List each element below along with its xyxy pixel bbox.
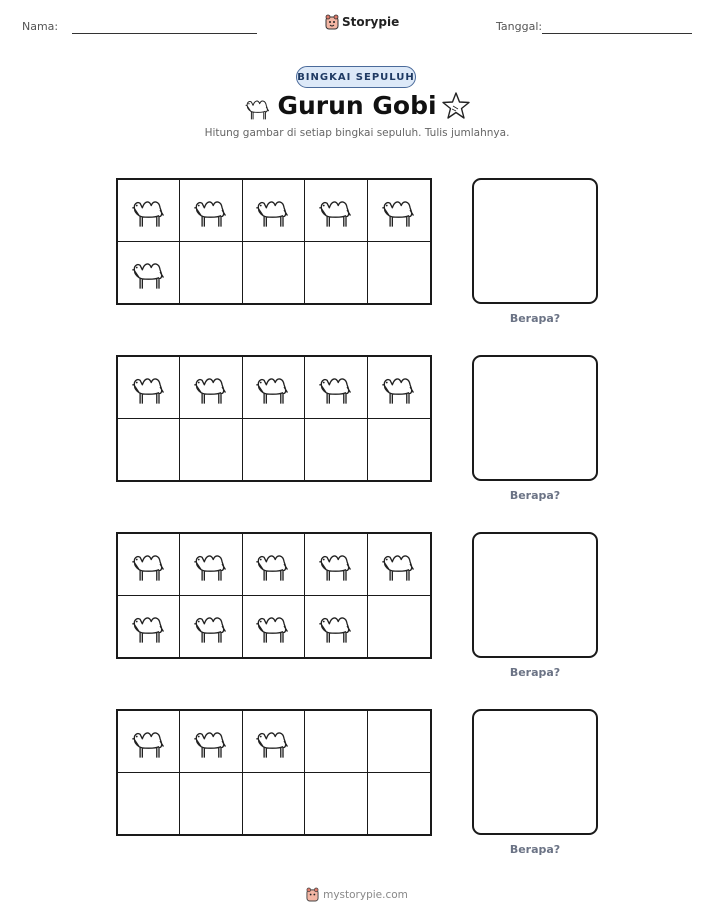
camel-icon	[129, 252, 169, 292]
page-title: Gurun Gobi	[277, 91, 437, 120]
answer-prompt-3: Berapa?	[509, 666, 561, 679]
camel-icon	[253, 721, 293, 761]
frame-cell	[118, 596, 180, 658]
frame-cell	[368, 711, 430, 773]
answer-box-3[interactable]	[472, 532, 598, 658]
brand-logo	[325, 14, 399, 30]
frame-cell	[180, 711, 242, 773]
camel-icon	[379, 190, 419, 230]
camel-icon	[316, 606, 356, 646]
footer	[0, 887, 714, 902]
name-label: Nama:	[22, 20, 59, 33]
camel-icon	[191, 544, 231, 584]
frame-cell	[305, 357, 367, 419]
frame-cell	[118, 242, 180, 304]
camel-icon	[191, 606, 231, 646]
answer-prompt-1: Berapa?	[509, 312, 561, 325]
frame-cell	[118, 773, 180, 835]
frame-cell	[180, 596, 242, 658]
answer-box-4[interactable]	[472, 709, 598, 835]
storypie-mascot-icon	[306, 887, 319, 902]
date-line[interactable]	[542, 33, 692, 34]
answer-box-1[interactable]	[472, 178, 598, 304]
frame-cell	[368, 180, 430, 242]
frame-cell	[180, 773, 242, 835]
frame-cell	[243, 711, 305, 773]
brand-name: Storypie	[342, 15, 400, 29]
ten-frame-2	[116, 355, 432, 482]
frame-cell	[243, 534, 305, 596]
name-line[interactable]	[72, 33, 257, 34]
frame-cell	[243, 596, 305, 658]
worksheet-type-badge: BINGKAI SEPULUH	[296, 66, 416, 88]
answer-box-2[interactable]	[472, 355, 598, 481]
frame-cell	[118, 419, 180, 481]
frame-cell	[118, 711, 180, 773]
camel-icon	[253, 367, 293, 407]
frame-cell	[118, 534, 180, 596]
frame-cell	[243, 242, 305, 304]
frame-cell	[368, 419, 430, 481]
frame-cell	[305, 711, 367, 773]
frame-cell	[243, 357, 305, 419]
frame-cell	[368, 242, 430, 304]
camel-icon	[191, 367, 231, 407]
camel-icon	[129, 606, 169, 646]
date-label: Tanggal:	[496, 20, 543, 33]
camel-icon	[129, 544, 169, 584]
frame-cell	[368, 534, 430, 596]
ten-frame-4	[116, 709, 432, 836]
camel-icon	[379, 367, 419, 407]
camel-icon	[253, 544, 293, 584]
frame-cell	[243, 419, 305, 481]
frame-cell	[305, 180, 367, 242]
frame-cell	[368, 357, 430, 419]
frame-cell	[305, 419, 367, 481]
frame-cell	[243, 180, 305, 242]
camel-icon	[316, 190, 356, 230]
camel-icon	[379, 544, 419, 584]
frame-cell	[180, 419, 242, 481]
ten-frame-1	[116, 178, 432, 305]
camel-icon	[316, 544, 356, 584]
frame-cell	[118, 357, 180, 419]
frame-cell	[305, 534, 367, 596]
answer-prompt-2: Berapa?	[509, 489, 561, 502]
frame-cell	[305, 773, 367, 835]
camel-icon	[253, 190, 293, 230]
footer-url: mystorypie.com	[323, 888, 408, 901]
camel-icon	[129, 721, 169, 761]
frame-cell	[118, 180, 180, 242]
answer-prompt-4: Berapa?	[509, 843, 561, 856]
instructions: Hitung gambar di setiap bingkai sepuluh. Tulis jumlahnya.	[204, 127, 510, 139]
frame-cell	[180, 180, 242, 242]
frame-cell	[243, 773, 305, 835]
frame-cell	[305, 596, 367, 658]
frame-cell	[368, 596, 430, 658]
frame-cell	[180, 242, 242, 304]
frame-cell	[305, 242, 367, 304]
camel-icon	[191, 721, 231, 761]
camel-icon	[191, 190, 231, 230]
frame-cell	[180, 534, 242, 596]
frame-cell	[180, 357, 242, 419]
storypie-mascot-icon	[325, 14, 339, 30]
camel-icon	[129, 367, 169, 407]
ten-frame-3	[116, 532, 432, 659]
camel-icon	[316, 367, 356, 407]
star-icon	[440, 90, 472, 122]
frame-cell	[368, 773, 430, 835]
camel-icon	[129, 190, 169, 230]
camel-icon	[253, 606, 293, 646]
